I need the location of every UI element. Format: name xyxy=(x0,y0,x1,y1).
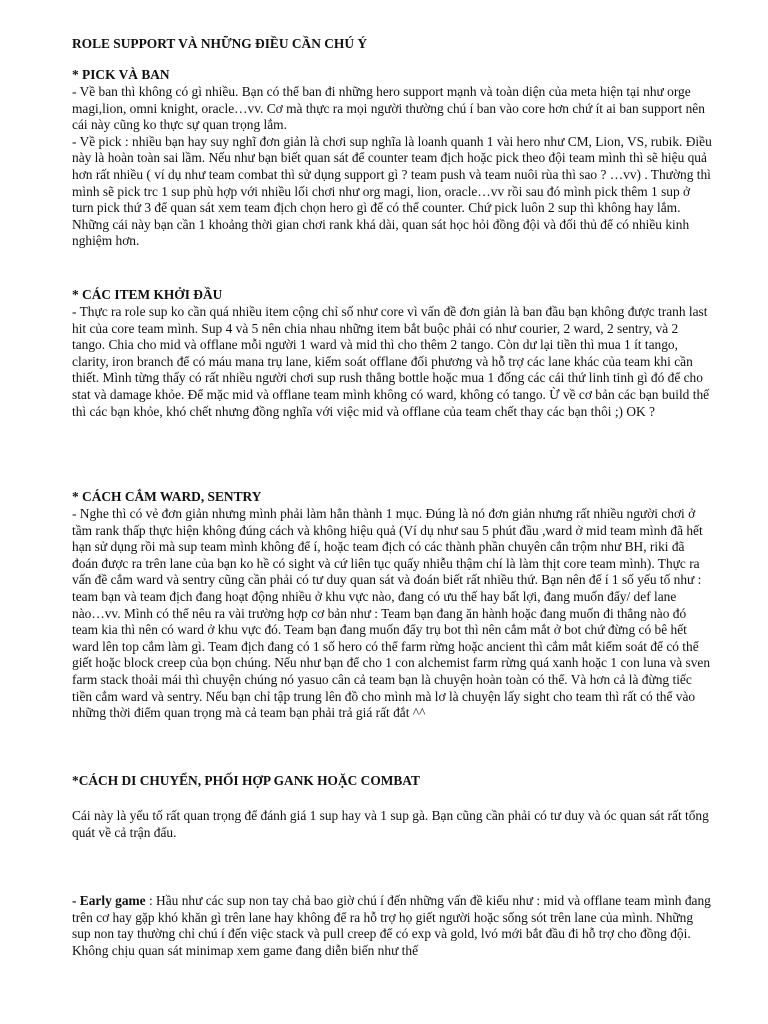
section-body-items xyxy=(72,304,712,420)
paragraph-ban: - Về ban thì không có gì nhiều. Bạn có thể ban đi những hero support mạnh và toàn diện của meta hiện tại như orge magi,lion, omni knight, oracle…vv. Cơ mà thực ra mọi người thường chú í ban vào core hơn chứ ít ai ban support nên cái này cũng ko thực sự quan trọng lắm. xyxy=(72,84,705,133)
paragraph-items: - Thực ra role sup ko cần quá nhiều item cộng chỉ số như core vì vấn đề đơn giản là ban đầu bạn không được tranh last hit của core team mình. Sup 4 và 5 nên chia nhau những item bắt buộc phải có như courier, 2 ward, 2 sentry, và 2 tango. Chia cho mid và offlane mỗi người 1 ward và mid thì cho thêm 2 tango. Còn dư lại tiền thì mua 1 ít tango, clarity, iron branch để có máu mana trụ lane, kiểm soát offlane đối phương và hỗ trợ các lane khác của team khi cần thiết. Mình từng thấy có rất nhiều người chơi sup rush thẳng bottle hoặc mua 1 đống các cái thứ linh tinh gì đó để cho stat và damage khỏe. Để mặc mid và offlane team mình không có ward, không có tango. Ừ về cơ bản các bạn build thế thì các bạn khỏe, khó chết nhưng đồng nghĩa với việc mid và offlane của team chết thay các bạn thôi ;) OK ? xyxy=(72,304,710,419)
section-heading-ward: * CÁCH CẮM WARD, SENTRY xyxy=(72,489,262,504)
document-page xyxy=(72,36,712,958)
section-body-pick-ban xyxy=(72,84,712,250)
section-body-movement xyxy=(72,808,712,841)
section-heading-items: * CÁC ITEM KHỞI ĐẦU xyxy=(72,287,223,302)
paragraph-early-game xyxy=(72,893,712,959)
early-game-label: - Early game xyxy=(72,893,146,908)
section-body-ward xyxy=(72,506,712,722)
section-heading-movement: *CÁCH DI CHUYỂN, PHỐI HỢP GANK HOẶC COMBAT xyxy=(72,773,420,788)
paragraph-pick: - Về pick : nhiều bạn hay suy nghĩ đơn giản là chơi sup nghĩa là loanh quanh 1 vài hero như CM, Lion, VS, rubik. Điều này là hoàn toàn sai lầm. Nếu như bạn biết quan sát để counter team địch hoặc pick theo đội team mình thì sẽ hiệu quả hơn rất nhiều ( ví dụ như team combat thì sử dụng support gì ? team push và team nuôi rùa thì sao ? …vv) . Thường thì mình sẽ pick trc 1 sup phù hợp với nhiều lối chơi như org magi, lion, oracle…vv rồi sau đó mình pick thêm 1 sup ở turn pick thứ 3 để quan sát xem team địch chọn hero gì để có thể counter. Chứ pick luôn 2 sup thì không hay lắm. Những cái này bạn cần 1 khoảng thời gian chơi rank khá dài, quan sát học hỏi đồng đội và đối thủ để có nhiều kinh nghiệm hơn. xyxy=(72,133,712,249)
document-title: ROLE SUPPORT VÀ NHỮNG ĐIỀU CẦN CHÚ Ý xyxy=(72,36,368,51)
paragraph-ward: - Nghe thì có vẻ đơn giản nhưng mình phải làm hẳn thành 1 mục. Đúng là nó đơn giản nhưng rất nhiều người chơi ở tầm rank thấp thực hiện không đúng cách và không hiệu quả (Ví dụ như sau 5 phút đầu ,ward ở mid team mình đã hết hạn sử dụng rồi mà sup team mình không để í, hoặc team địch có các thành phần chuyên cắn trộm như BH, riki đã đoán được ra trên lane của bạn ko hề có sight và cứ liên tục quấy nhiễu thậm chí là làm thịt core team mình). Thực ra vấn đề cắm ward và sentry cũng cần phải có tư duy quan sát và đoán biết rất nhiều thứ. Bạn nên để í 1 số yếu tố như : team bạn và team địch đang hoạt động nhiều ở khu vực nào, đang có ưu thế hay bất lợi, đang muốn đẩy/ def lane nào…vv. Mình có thể nêu ra vài trường hợp cơ bản như : Team bạn đang ăn hành hoặc đang muốn đi thẳng nào đó team kia thì nên có ward ở khu vực đó. Team bạn đang muốn đẩy trụ bot thì nên cắm mắt ở bot chứ đừng có bê hết ward lên top cắm làm gì. Team địch đang có 1 số hero có thể farm rừng hoặc ancient thì cắm mắt kiểm soát để có thể giết hoặc block creep của bọn chúng. Nếu như bạn để cho 1 con alchemist farm rừng quá xanh hoặc 1 con luna và sven farm stack thoải mái thì chuyện chúng nó yasuo cân cả team bạn là chuyện hoàn toàn có thể. Và hơn cả là đừng tiếc tiền cắm ward và sentry. Nếu bạn chỉ tập trung lên đồ cho mình mà lơ là chuyện lấy sight cho team thì rất có thể vào những thời điểm quan trọng mà cả team bạn phải trả giá rất đắt ^^ xyxy=(72,506,711,721)
section-heading-pick-ban: * PICK VÀ BAN xyxy=(72,67,170,82)
paragraph-movement-intro: Cái này là yếu tố rất quan trọng để đánh giá 1 sup hay và 1 sup gà. Bạn cũng cần phải có tư duy và óc quan sát rất tổng quát về cả trận đấu. xyxy=(72,808,709,840)
early-game-text: : Hầu như các sup non tay chả bao giờ chú í đến những vấn đề kiểu như : mid và offlane team mình đang trên cơ hay gặp khó khăn gì trên lane hay không để ra hỗ trợ họ giết người hoặc sống sót trên lane của mình. Những sup non tay thường chỉ chú í đến việc stack và pull creep để có exp và gold, lvó mới bắt đầu đi hỗ trợ cho đồng đội. Không chịu quan sát minimap xem game đang diễn biến như thế xyxy=(72,893,711,958)
section-body-early-game xyxy=(72,893,712,959)
